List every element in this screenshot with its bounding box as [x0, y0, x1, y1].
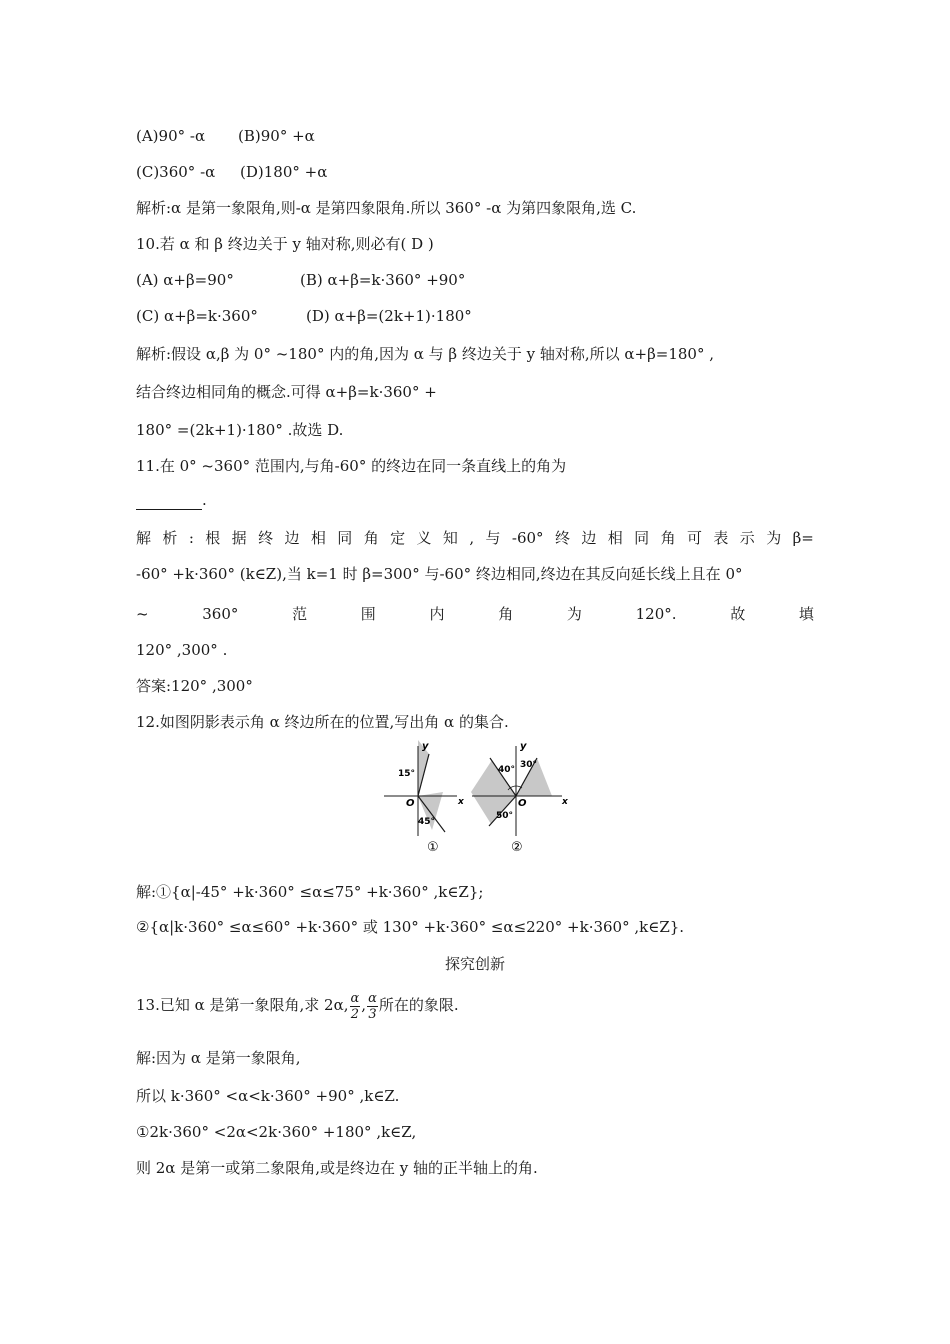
fig1-x-label: x [458, 797, 464, 807]
q11-question: 11.在 0° ~360° 范围内,与角-60° 的终边在同一条直线上的角为 [136, 457, 567, 475]
justified-word: 可 [686, 529, 702, 547]
justified-word: 解 [136, 529, 152, 547]
section-title: 探究创新 [444, 955, 505, 973]
q9-analysis: 解析:α 是第一象限角,则-α 是第四象限角.所以 360° -α 为第四象限角,选 C. [136, 199, 637, 217]
justified-word: 终 [554, 529, 570, 547]
q10-option-a: (A) α+β=90° [136, 271, 234, 289]
justified-word: 与 [485, 529, 501, 547]
q11-analysis-line-4: 120° ,300° . [136, 641, 228, 659]
q13-question-post: 所在的象限. [378, 996, 459, 1014]
justified-word: -60° [511, 529, 544, 547]
blank-end: . [202, 491, 207, 509]
q10-option-d: (D) α+β=(2k+1)·180° [306, 307, 472, 325]
figure-1 [384, 740, 465, 855]
justified-word: 角 [363, 529, 379, 547]
figure-2 [471, 741, 569, 855]
justified-word: 故 [730, 605, 746, 623]
blank-line [136, 495, 202, 510]
q13-question [136, 988, 459, 1022]
fig2-angle-bottom: 50° [496, 811, 514, 821]
justified-word: 内 [429, 605, 445, 623]
justified-word: 同 [634, 529, 650, 547]
fig1-angle-bottom: 45° [418, 817, 436, 827]
fig1-caption: ① [427, 840, 439, 855]
justified-word: 角 [660, 529, 676, 547]
fig2-angle-right: 30° [520, 760, 538, 770]
q13-line-2: 所以 k·360° <α<k·360° +90° ,k∈Z. [136, 1087, 400, 1105]
q12-solution-line-2: ②{α|k·360° ≤α≤60° +k·360° 或 130° +k·360° ≤α≤220° +k·360° ,k∈Z}. [136, 918, 685, 936]
justified-word: 终 [258, 529, 274, 547]
q10-analysis-line-2: 结合终边相同角的概念.可得 α+β=k·360° + [136, 383, 437, 401]
justified-word: β= [792, 529, 814, 547]
fraction-numerator: α [368, 990, 377, 1006]
q11-answer-blank [136, 490, 207, 510]
justified-word: 根 [205, 529, 221, 547]
q9-option-a: (A)90° -α [136, 127, 206, 145]
justified-word: 析 [162, 529, 178, 547]
justified-word: 角 [498, 605, 514, 623]
q9-option-d: (D)180° +α [240, 163, 328, 181]
q13-line-3: ①2k·360° <2α<2k·360° +180° ,k∈Z, [136, 1123, 417, 1141]
fig1-angle-top: 15° [398, 769, 416, 779]
justified-word: 定 [390, 529, 406, 547]
q10-question: 10.若 α 和 β 终边关于 y 轴对称,则必有( D ) [136, 235, 434, 253]
q13-question-pre: 13.已知 α 是第一象限角,求 2α, [136, 996, 349, 1014]
justified-word: : [188, 529, 194, 547]
q10-option-c: (C) α+β=k·360° [136, 307, 258, 325]
justified-word: 相 [607, 529, 623, 547]
q11-answer: 答案:120° ,300° [136, 677, 253, 695]
fraction-denominator: 3 [368, 1006, 377, 1022]
q13-separator: , [361, 996, 367, 1014]
fig2-angle-left: 40° [498, 765, 516, 775]
fig2-origin-label: O [518, 798, 527, 809]
justified-word: 围 [360, 605, 376, 623]
justified-word: ~ [136, 605, 149, 623]
justified-word: 义 [416, 529, 432, 547]
q12-question: 12.如图阴影表示角 α 终边所在的位置,写出角 α 的集合. [136, 713, 509, 731]
fig2-caption: ② [511, 840, 523, 855]
justified-word: , [469, 529, 475, 547]
q13-line-4: 则 2α 是第一或第二象限角,或是终边在 y 轴的正半轴上的角. [136, 1159, 538, 1177]
fraction-alpha-over-2 [350, 991, 361, 1022]
q13-line-1: 解:因为 α 是第一象限角, [136, 1049, 301, 1067]
fraction-alpha-over-3 [367, 991, 378, 1022]
justified-word: 据 [231, 529, 247, 547]
q9-option-b: (B)90° +α [238, 127, 315, 145]
justified-word: 相 [310, 529, 326, 547]
justified-word: 知 [442, 529, 458, 547]
fig1-origin-label: O [406, 798, 415, 809]
justified-word: 同 [337, 529, 353, 547]
justified-word: 120°. [635, 605, 677, 623]
q10-analysis-line-1: 解析:假设 α,β 为 0° ~180° 内的角,因为 α 与 β 终边关于 y 轴对称,所以 α+β=180° , [136, 345, 715, 363]
q12-solution-line-1: 解:①{α|-45° +k·360° ≤α≤75° +k·360° ,k∈Z}; [136, 883, 484, 901]
q12-figures [372, 740, 572, 860]
justified-word: 范 [292, 605, 308, 623]
justified-word: 表 [713, 529, 729, 547]
q11-analysis-line-3 [136, 604, 814, 624]
justified-word: 为 [766, 529, 782, 547]
q10-option-b: (B) α+β=k·360° +90° [300, 271, 466, 289]
fig1-y-label: y [422, 741, 429, 752]
fig2-y-label: y [520, 741, 527, 752]
fraction-denominator: 2 [350, 1006, 360, 1022]
justified-word: 边 [284, 529, 300, 547]
q10-analysis-line-3: 180° =(2k+1)·180° .故选 D. [136, 421, 344, 439]
q9-option-c: (C)360° -α [136, 163, 216, 181]
q11-analysis-line-2: -60° +k·360° (k∈Z),当 k=1 时 β=300° 与-60° 终边相同,终边在其反向延长线上且在 0° [136, 565, 743, 583]
fig2-x-label: x [562, 797, 568, 807]
justified-word: 填 [798, 605, 814, 623]
fraction-numerator: α [350, 990, 360, 1006]
q11-analysis-line-1 [136, 528, 814, 548]
justified-word: 360° [202, 605, 239, 623]
justified-word: 示 [739, 529, 755, 547]
justified-word: 边 [581, 529, 597, 547]
justified-word: 为 [566, 605, 582, 623]
